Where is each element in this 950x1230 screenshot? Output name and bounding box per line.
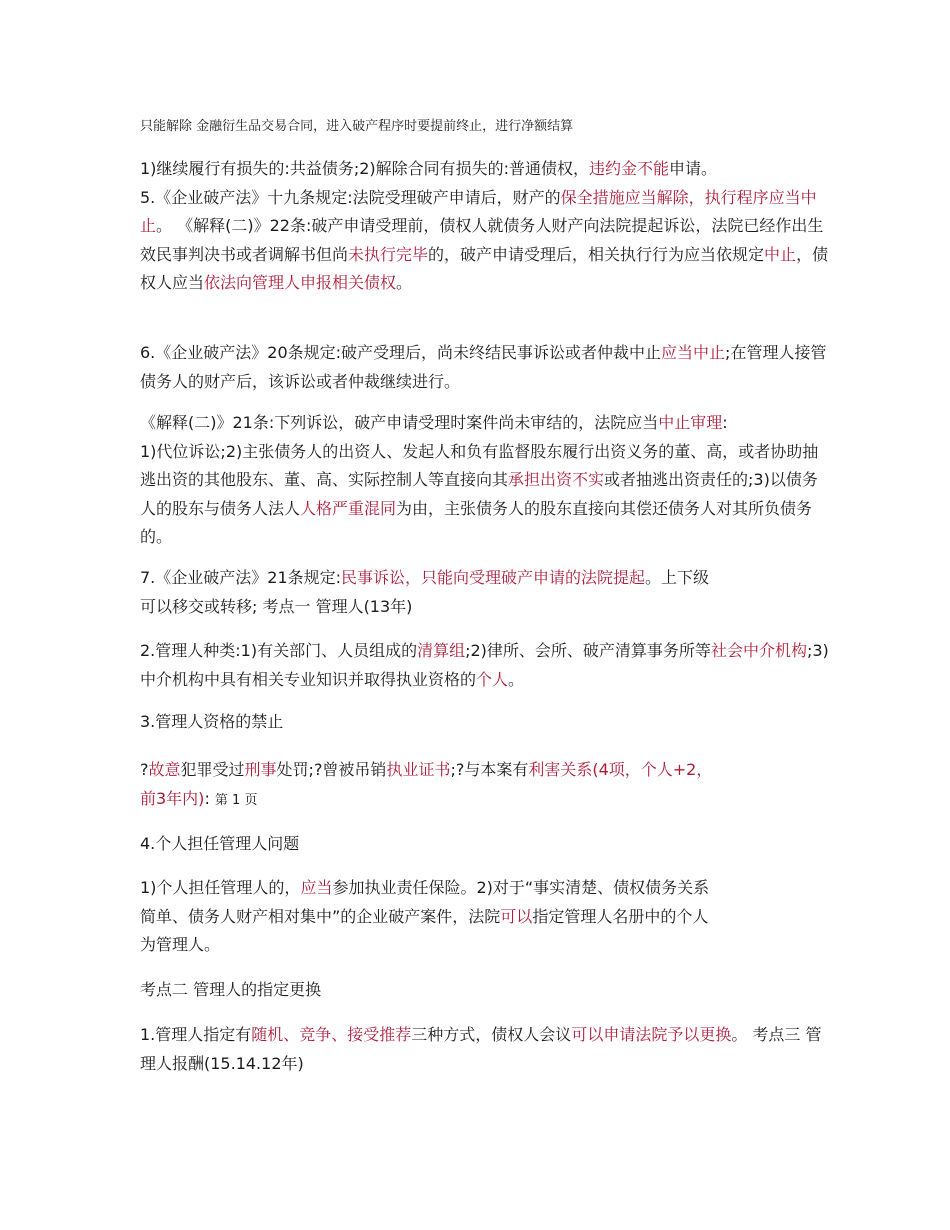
body-text: 为由，主张债务人的股东直接向其偿还债务人对其所负债务的。 (140, 498, 813, 546)
paragraph-3 (140, 409, 830, 552)
body-text: : 1)代位诉讼;2)主张债务人的出资人、发起人和负有监督股东履行出资义务的董、高，或者协助抽逃出资的其他股东、董、高、实际控制人等直接向其 (140, 413, 819, 489)
body-text: ? (140, 760, 149, 779)
body-text: 考点二 管理人的指定更换 (140, 980, 322, 999)
body-text: 犯罪受过 (180, 760, 245, 779)
highlighted-text: 中止 (764, 244, 797, 264)
highlighted-text: 执业证书 (386, 760, 451, 779)
highlighted-text: 清算组 (417, 641, 466, 660)
body-text: 申请。 (669, 159, 718, 178)
highlighted-text: 民事诉讼，只能向受理破产申请的法院提起 (341, 568, 646, 587)
body-text: 。 考点三 管理人报酬(15.14.12年) (140, 1025, 822, 1073)
paragraph-10 (140, 976, 830, 1005)
body-text: 参加执业责任保险。2)对于“事实清楚、债权债务关系 简单、债务人财产相对集中”的企业破产案件，法院 (140, 878, 710, 926)
body-text: 。上下级 可以移交或转移; 考点一 管理人(13年) (140, 568, 710, 616)
highlighted-text: 承担出资不实 (508, 470, 605, 489)
paragraph-2 (140, 339, 830, 396)
highlighted-text: 应当 (300, 878, 333, 897)
highlighted-text: 个人 (476, 669, 509, 689)
paragraph-7 (140, 756, 830, 815)
body-text: : (204, 788, 215, 808)
body-text: 5.《企业破产法》十九条规定:法院受理破产申请后，财产的 (140, 187, 561, 207)
body-text: ;?与本案有 (450, 760, 529, 779)
highlighted-text: 可以申请法院予以更换 (571, 1025, 732, 1044)
body-text: 的，破产申请受理后，相关执行行为应当依规定 (428, 244, 765, 264)
highlighted-text: 可以 (500, 906, 533, 926)
paragraph-8 (140, 830, 830, 859)
paragraph-1 (140, 155, 830, 298)
body-text: 。 《解释(二)》22条:破产申请受理前，债权人就债务人财产向法院提起诉讼，法院已经作出生效民事判决书或者调解书但尚 (140, 216, 824, 264)
highlighted-text: 人格严重混同 (300, 498, 397, 518)
body-text: 。 (508, 669, 525, 689)
highlighted-text: 故意 (148, 760, 181, 779)
body-text: 3.管理人资格的禁止 (140, 712, 284, 731)
body-text: 三种方式，债权人会议 (411, 1025, 572, 1044)
highlighted-text: 未执行完毕 (348, 244, 429, 264)
paragraph-6 (140, 708, 830, 737)
paragraph-4 (140, 564, 830, 621)
body-text: ，债权人应当 (140, 244, 829, 292)
body-text: 4.个人担任管理人问题 (140, 834, 300, 853)
body-text: 《解释(二)》21条:下列诉讼，破产申请受理时案件尚未审结的，法院应当 (140, 413, 659, 432)
body-text: 1)个人担任管理人的， (140, 878, 301, 897)
body-text: 1)继续履行有损失的:共益债务;2)解除合同有损失的:普通债权， (140, 159, 590, 178)
body-text: ;在管理人接管债务人的财产后，该诉讼或者仲裁继续进行。 (140, 343, 827, 391)
body-text: 1.管理人指定有 (140, 1025, 252, 1044)
highlighted-text: 随机、竞争、接受推荐 (251, 1025, 412, 1044)
highlighted-text: 应当中止 (661, 343, 726, 362)
body-text: 或者抽逃出资责任的;3)以债务人的股东与债务人法人 (140, 470, 818, 518)
highlighted-text: 刑事 (244, 760, 277, 779)
paragraph-11 (140, 1021, 830, 1078)
page-number: 第 1 页 (214, 792, 258, 808)
body-text: ;2)律所、会所、破产清算事务所等 (465, 641, 711, 660)
highlighted-text: 社会中介机构 (710, 641, 807, 660)
highlighted-text: 利害关系(4项，个人+2， 前3年内) (140, 760, 713, 808)
intro-line: 只能解除 金融衍生品交易合同，进入破产程序时要提前终止，进行净额结算 (140, 119, 574, 134)
highlighted-text: 违约金不能 (589, 159, 670, 178)
body-text: 指定管理人名册中的个人 为管理人。 (140, 906, 709, 954)
highlighted-text: 保全措施应当解除，执行程序应当中止 (140, 187, 817, 235)
body-text: 6.《企业破产法》20条规定:破产受理后，尚未终结民事诉讼或者仲裁中止 (140, 343, 662, 362)
paragraph-9 (140, 874, 830, 960)
highlighted-text: 中止审理 (658, 413, 723, 432)
body-text: 7.《企业破产法》21条规定: (140, 568, 342, 587)
highlighted-text: 依法向管理人申报相关债权 (204, 273, 397, 292)
paragraph-5 (140, 637, 830, 694)
body-text: 2.管理人种类:1)有关部门、人员组成的 (140, 641, 418, 660)
body-text: 处罚;?曾被吊销 (276, 760, 387, 779)
body-text: ;3)中介机构中具有相关专业知识并取得执业资格的 (140, 641, 829, 689)
body-text: 。 (396, 273, 413, 292)
